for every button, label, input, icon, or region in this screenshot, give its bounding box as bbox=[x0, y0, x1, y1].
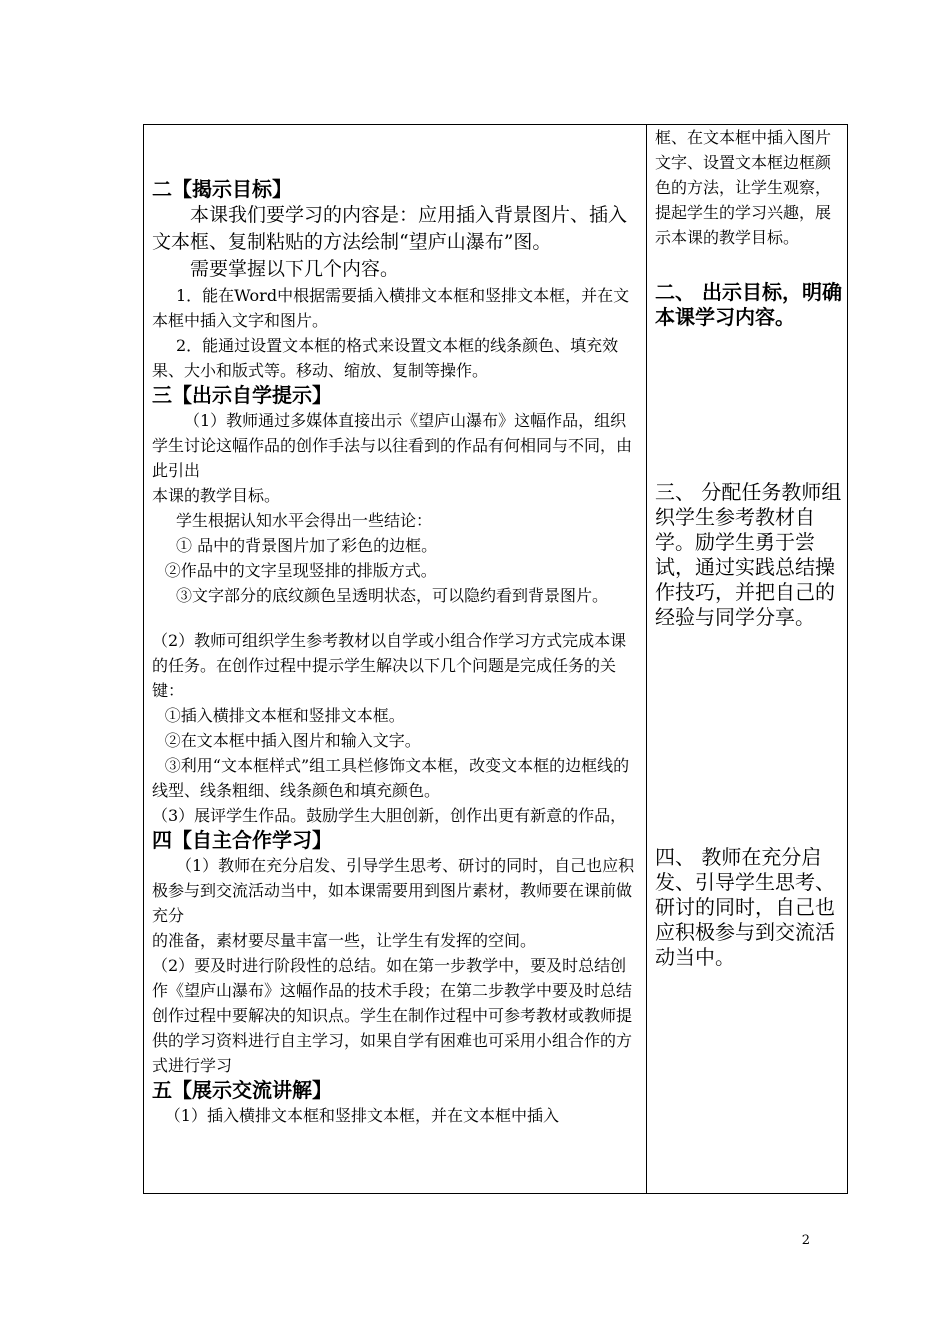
section-3-para-2: 学生根据认知水平会得出一些结论： bbox=[176, 511, 433, 530]
section-5-heading: 五【展示交流讲解】 bbox=[152, 1078, 332, 1102]
section-3-key-1: ①插入横排文本框和竖排文本框。 bbox=[164, 706, 405, 725]
intent-1: 框、在文本框中插入图片文字、设置文本框边框颜色的方法，让学生观察，提起学生的学习兴趣，展示本课的教学目标。 bbox=[655, 128, 832, 247]
intent-3: 三、 分配任务教师组织学生参考教材自学。励学生勇于尝试，通过实践总结操作技巧，并把自己的经验与同学分享。 bbox=[655, 480, 842, 629]
section-2-requirement: 需要掌握以下几个内容。 bbox=[190, 258, 400, 280]
section-4-para-2: （2）要及时进行阶段性的总结。如在第一步教学中，要及时总结创作《望庐山瀑布》这幅作品的技术手段；在第二步教学中要及时总结创作过程中要解决的知识点。学生在制作过程中可参考教材或教师提供的学习资料进行自主学习，如果自学有困难也可采用小组合作的方式进行学习 bbox=[152, 956, 633, 1075]
table-row bbox=[144, 125, 848, 1194]
section-4-heading: 四【自主合作学习】 bbox=[152, 828, 332, 852]
section-3-conclusion-2: ②作品中的文字呈现竖排的排版方式。 bbox=[164, 561, 437, 580]
section-3-para-3: （2）教师可组织学生参考教材以自学或小组合作学习方式完成本课的任务。在创作过程中提示学生解决以下几个问题是完成任务的关键： bbox=[152, 631, 627, 700]
section-3-para-1: （1）教师通过多媒体直接出示《望庐山瀑布》这幅作品，组织学生讨论这幅作品的创作手法与以往看到的作品有何相同与不同，由此引出 bbox=[152, 411, 633, 480]
teaching-process-cell bbox=[144, 125, 647, 1194]
design-intent-cell bbox=[647, 125, 848, 1194]
section-4-para-1b: 的准备，素材要尽量丰富一些，让学生有发挥的空间。 bbox=[152, 931, 537, 950]
section-3-key-2: ②在文本框中插入图片和输入文字。 bbox=[164, 731, 421, 750]
lesson-plan-table bbox=[143, 124, 848, 1194]
section-3-heading: 三【出示自学提示】 bbox=[152, 383, 332, 407]
section-3-key-3: ③利用“文本框样式”组工具栏修饰文本框，改变文本框的边框线的线型、线条粗细、线条颜色和填充颜色。 bbox=[152, 756, 630, 800]
intent-2: 二、 出示目标，明确本课学习内容。 bbox=[655, 280, 842, 329]
section-2-item-2: 2．能通过设置文本框的格式来设置文本框的线条颜色、填充效果、大小和版式等。移动、缩放、复制等操作。 bbox=[152, 336, 619, 380]
section-3-conclusion-3: ③文字部分的底纹颜色呈透明状态，可以隐约看到背景图片。 bbox=[176, 586, 609, 605]
section-2-heading: 二【揭示目标】 bbox=[152, 177, 292, 201]
page-number: 2 bbox=[801, 1233, 810, 1248]
section-2-intro: 本课我们要学习的内容是：应用插入背景图片、插入文本框、复制粘贴的方法绘制“望庐山瀑布”图。 bbox=[152, 204, 628, 253]
section-2-item-1: 1．能在Word中根据需要插入横排文本框和竖排文本框，并在文本框中插入文字和图片。 bbox=[152, 286, 630, 330]
section-4-para-1: （1）教师在充分启发、引导学生思考、研讨的同时，自己也应积极参与到交流活动当中，如本课需要用到图片素材，教师要在课前做充分 bbox=[152, 856, 635, 925]
section-3-para-1b: 本课的教学目标。 bbox=[152, 486, 281, 505]
section-5-para-1: （1）插入横排文本框和竖排文本框，并在文本框中插入 bbox=[164, 1106, 559, 1125]
section-3-conclusion-1: ① 品中的背景图片加了彩色的边框。 bbox=[176, 536, 438, 555]
intent-4: 四、 教师在充分启发、引导学生思考、研讨的同时，自己也应积极参与到交流活动当中。 bbox=[655, 845, 835, 969]
section-3-para-4: （3）展评学生作品。鼓励学生大胆创新，创作出更有新意的作品， bbox=[152, 806, 627, 825]
